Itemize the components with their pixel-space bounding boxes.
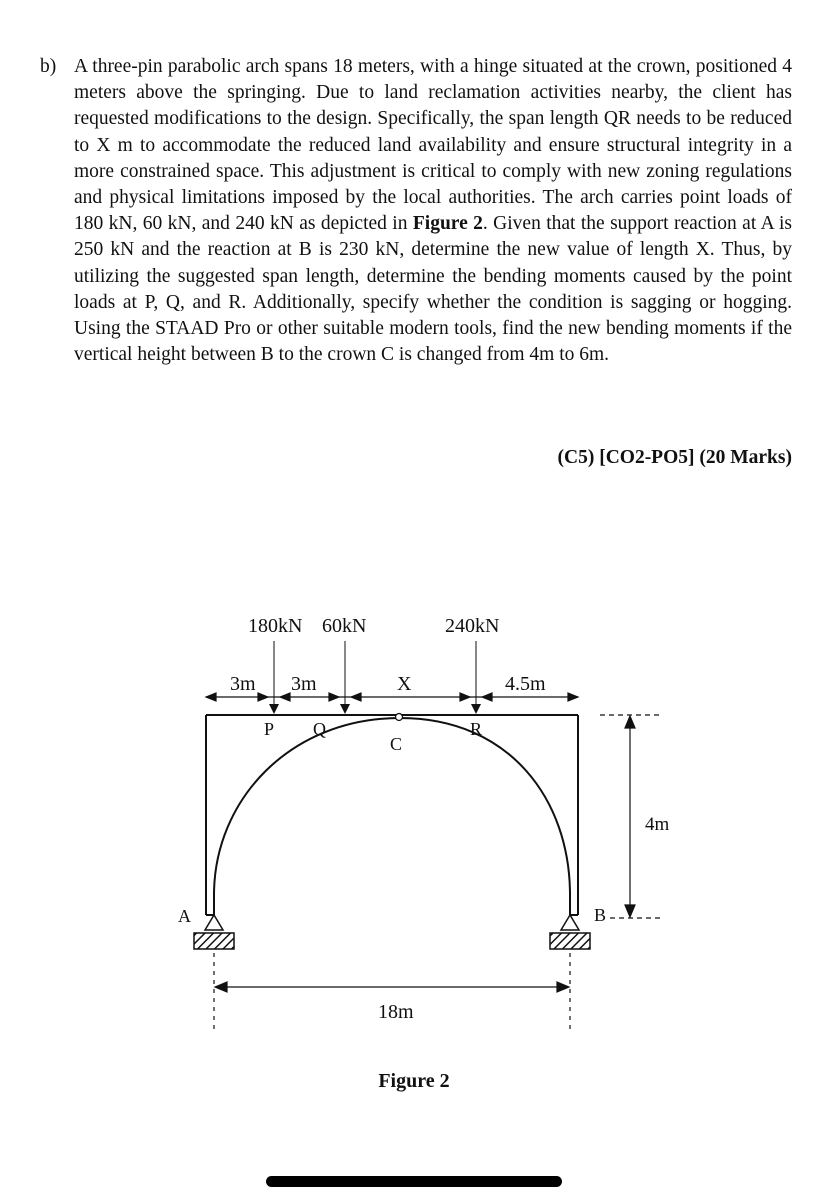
point-label-c: C bbox=[390, 734, 403, 754]
dim-label-span: 18m bbox=[378, 1001, 414, 1023]
load-arrow-r bbox=[471, 641, 481, 714]
point-label-p: P bbox=[264, 719, 275, 739]
marks-allocation: (C5) [CO2-PO5] (20 Marks) bbox=[557, 447, 792, 468]
question-text bbox=[74, 54, 792, 368]
point-label-r: R bbox=[470, 719, 483, 739]
load-label-r: 240kN bbox=[445, 615, 500, 637]
load-label-q: 60kN bbox=[322, 615, 367, 637]
figure-caption: Figure 2 bbox=[378, 1070, 450, 1092]
question-block bbox=[40, 54, 792, 368]
question-text-part1: A three-pin parabolic arch spans 18 meters, with a hinge situated at the crown, positioned 4 meters above the springing. Due to land reclamation activities nearby, the client has requested modifications to the design. Specifically, the span length QR needs to be reduced to X m to accommodate the reduced land availability and ensure structural integrity in a more constrained space. This adjustment is critical to comply with new zoning regulations and physical limitations imposed by the local authorities. The arch carries point loads of 180 kN, 60 kN, and 240 kN as depicted in bbox=[74, 56, 792, 235]
load-label-p: 180kN bbox=[248, 615, 303, 637]
crown-hinge bbox=[396, 714, 403, 721]
point-label-b: B bbox=[594, 905, 607, 925]
dim-label-height: 4m bbox=[645, 814, 670, 835]
support-b bbox=[550, 915, 590, 949]
load-arrow-p bbox=[269, 641, 279, 714]
dim-label-qr: X bbox=[397, 673, 412, 695]
question-label: b) bbox=[40, 56, 57, 77]
point-label-a: A bbox=[178, 906, 191, 926]
support-a bbox=[194, 915, 234, 949]
home-indicator[interactable] bbox=[266, 1176, 562, 1187]
figure-reference: Figure 2 bbox=[412, 213, 483, 235]
dim-label-rb: 4.5m bbox=[505, 673, 546, 695]
arch-figure bbox=[0, 560, 828, 1060]
point-label-q: Q bbox=[313, 719, 326, 739]
question-text-part2: . Given that the support reaction at A is 250 kN and the reaction at B is 230 kN, determine the new value of length X. Thus, by utilizing the suggested span length, determine the bending moments caused by the point loads at P, Q, and R. Additionally, specify whether the condition is sagging or hogging. Using the STAAD Pro or other suitable modern tools, find the new bending moments if the vertical height between B to the crown C is changed from 4m to 6m. bbox=[74, 213, 792, 366]
dim-label-pq: 3m bbox=[291, 673, 317, 695]
dim-label-ap: 3m bbox=[230, 673, 256, 695]
load-arrow-q bbox=[340, 641, 350, 714]
